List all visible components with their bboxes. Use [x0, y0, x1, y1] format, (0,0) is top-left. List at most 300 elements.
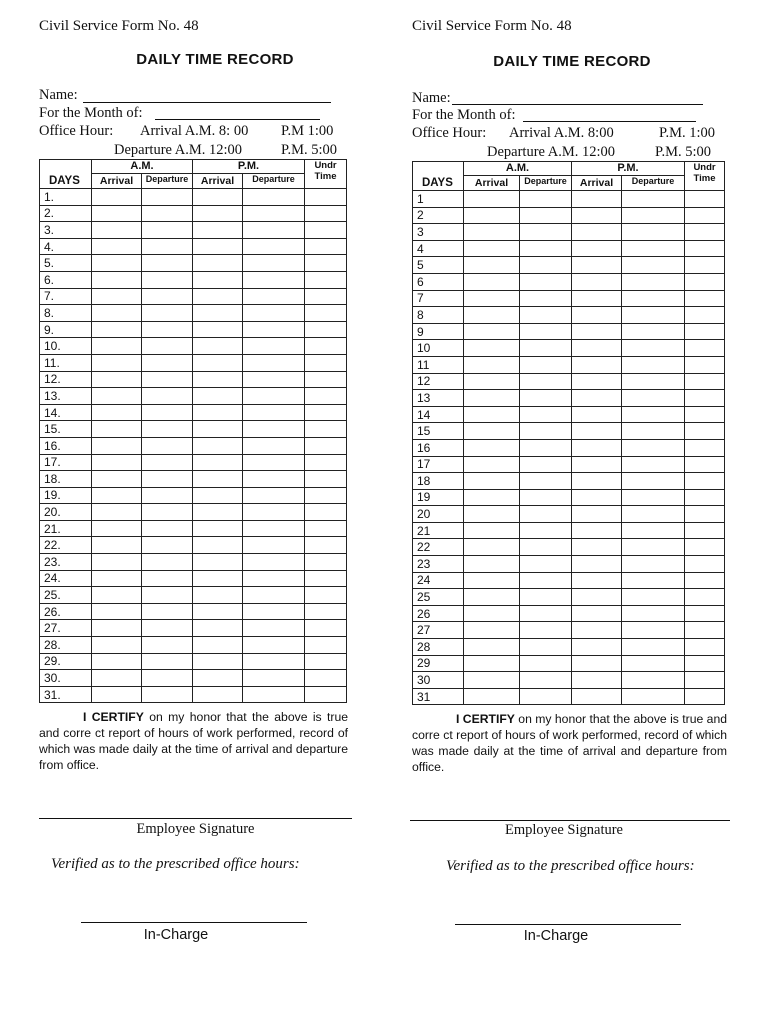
am-departure-cell[interactable]: [142, 637, 193, 654]
pm-departure-cell[interactable]: [243, 554, 305, 571]
am-departure-cell[interactable]: [142, 189, 193, 206]
pm-arrival-cell[interactable]: [572, 340, 622, 357]
pm-departure-cell[interactable]: [243, 222, 305, 239]
am-arrival-cell[interactable]: [92, 437, 142, 454]
am-arrival-cell[interactable]: [92, 238, 142, 255]
undertime-cell[interactable]: [685, 257, 725, 274]
am-arrival-cell[interactable]: [92, 255, 142, 272]
pm-departure-cell[interactable]: [243, 205, 305, 222]
pm-departure-cell[interactable]: [622, 589, 685, 606]
pm-arrival-cell[interactable]: [193, 570, 243, 587]
undertime-cell[interactable]: [305, 421, 347, 438]
am-departure-cell[interactable]: [520, 655, 572, 672]
pm-arrival-cell[interactable]: [193, 222, 243, 239]
undertime-cell[interactable]: [685, 207, 725, 224]
pm-departure-cell[interactable]: [622, 240, 685, 257]
undertime-cell[interactable]: [305, 404, 347, 421]
am-arrival-cell[interactable]: [92, 404, 142, 421]
am-arrival-cell[interactable]: [92, 288, 142, 305]
undertime-cell[interactable]: [305, 189, 347, 206]
undertime-cell[interactable]: [305, 454, 347, 471]
am-departure-cell[interactable]: [142, 321, 193, 338]
pm-arrival-cell[interactable]: [193, 504, 243, 521]
am-departure-cell[interactable]: [142, 222, 193, 239]
am-departure-cell[interactable]: [520, 605, 572, 622]
undertime-cell[interactable]: [305, 537, 347, 554]
undertime-cell[interactable]: [685, 522, 725, 539]
am-arrival-cell[interactable]: [464, 489, 520, 506]
undertime-cell[interactable]: [305, 388, 347, 405]
am-arrival-cell[interactable]: [92, 504, 142, 521]
am-departure-cell[interactable]: [520, 589, 572, 606]
in-charge-signature-line[interactable]: [81, 922, 307, 923]
pm-departure-cell[interactable]: [243, 437, 305, 454]
pm-departure-cell[interactable]: [622, 473, 685, 490]
pm-arrival-cell[interactable]: [572, 672, 622, 689]
pm-arrival-cell[interactable]: [572, 423, 622, 440]
pm-arrival-cell[interactable]: [193, 388, 243, 405]
am-arrival-cell[interactable]: [92, 554, 142, 571]
am-departure-cell[interactable]: [142, 670, 193, 687]
am-departure-cell[interactable]: [142, 487, 193, 504]
pm-departure-cell[interactable]: [622, 290, 685, 307]
undertime-cell[interactable]: [305, 354, 347, 371]
am-departure-cell[interactable]: [520, 224, 572, 241]
am-departure-cell[interactable]: [520, 406, 572, 423]
pm-departure-cell[interactable]: [622, 622, 685, 639]
pm-arrival-cell[interactable]: [572, 622, 622, 639]
am-departure-cell[interactable]: [520, 522, 572, 539]
am-departure-cell[interactable]: [142, 504, 193, 521]
undertime-cell[interactable]: [305, 321, 347, 338]
am-departure-cell[interactable]: [520, 639, 572, 656]
am-arrival-cell[interactable]: [92, 189, 142, 206]
pm-arrival-cell[interactable]: [572, 273, 622, 290]
am-departure-cell[interactable]: [142, 205, 193, 222]
pm-departure-cell[interactable]: [243, 603, 305, 620]
am-arrival-cell[interactable]: [464, 356, 520, 373]
pm-arrival-cell[interactable]: [193, 338, 243, 355]
am-arrival-cell[interactable]: [464, 273, 520, 290]
undertime-cell[interactable]: [685, 655, 725, 672]
pm-arrival-cell[interactable]: [572, 473, 622, 490]
am-arrival-cell[interactable]: [464, 556, 520, 573]
pm-arrival-cell[interactable]: [572, 191, 622, 208]
pm-arrival-cell[interactable]: [572, 323, 622, 340]
am-departure-cell[interactable]: [520, 207, 572, 224]
pm-arrival-cell[interactable]: [572, 539, 622, 556]
pm-departure-cell[interactable]: [243, 271, 305, 288]
am-arrival-cell[interactable]: [464, 688, 520, 705]
pm-departure-cell[interactable]: [243, 686, 305, 703]
am-departure-cell[interactable]: [142, 305, 193, 322]
am-departure-cell[interactable]: [520, 273, 572, 290]
pm-departure-cell[interactable]: [622, 655, 685, 672]
am-departure-cell[interactable]: [520, 473, 572, 490]
pm-departure-cell[interactable]: [622, 373, 685, 390]
undertime-cell[interactable]: [685, 240, 725, 257]
pm-departure-cell[interactable]: [622, 556, 685, 573]
am-arrival-cell[interactable]: [464, 257, 520, 274]
am-departure-cell[interactable]: [142, 520, 193, 537]
am-departure-cell[interactable]: [520, 240, 572, 257]
pm-departure-cell[interactable]: [622, 439, 685, 456]
am-arrival-cell[interactable]: [92, 637, 142, 654]
pm-arrival-cell[interactable]: [572, 556, 622, 573]
pm-arrival-cell[interactable]: [572, 356, 622, 373]
undertime-cell[interactable]: [685, 605, 725, 622]
undertime-cell[interactable]: [685, 390, 725, 407]
pm-departure-cell[interactable]: [243, 620, 305, 637]
am-arrival-cell[interactable]: [464, 390, 520, 407]
pm-departure-cell[interactable]: [622, 340, 685, 357]
pm-departure-cell[interactable]: [622, 605, 685, 622]
pm-arrival-cell[interactable]: [193, 620, 243, 637]
am-arrival-cell[interactable]: [92, 421, 142, 438]
pm-departure-cell[interactable]: [243, 637, 305, 654]
pm-departure-cell[interactable]: [622, 323, 685, 340]
am-arrival-cell[interactable]: [464, 224, 520, 241]
pm-departure-cell[interactable]: [243, 504, 305, 521]
am-departure-cell[interactable]: [520, 340, 572, 357]
pm-departure-cell[interactable]: [243, 338, 305, 355]
am-departure-cell[interactable]: [520, 323, 572, 340]
pm-departure-cell[interactable]: [243, 288, 305, 305]
am-departure-cell[interactable]: [520, 672, 572, 689]
am-departure-cell[interactable]: [520, 373, 572, 390]
pm-arrival-cell[interactable]: [572, 406, 622, 423]
am-arrival-cell[interactable]: [464, 506, 520, 523]
am-arrival-cell[interactable]: [92, 487, 142, 504]
pm-arrival-cell[interactable]: [193, 554, 243, 571]
pm-arrival-cell[interactable]: [572, 456, 622, 473]
pm-arrival-cell[interactable]: [193, 637, 243, 654]
am-arrival-cell[interactable]: [464, 191, 520, 208]
undertime-cell[interactable]: [685, 340, 725, 357]
pm-departure-cell[interactable]: [622, 423, 685, 440]
pm-arrival-cell[interactable]: [572, 373, 622, 390]
pm-arrival-cell[interactable]: [572, 390, 622, 407]
pm-arrival-cell[interactable]: [193, 321, 243, 338]
employee-signature-line[interactable]: [410, 820, 730, 821]
pm-departure-cell[interactable]: [243, 653, 305, 670]
pm-arrival-cell[interactable]: [572, 439, 622, 456]
pm-departure-cell[interactable]: [622, 224, 685, 241]
undertime-cell[interactable]: [305, 222, 347, 239]
name-field-line[interactable]: [452, 104, 703, 105]
pm-arrival-cell[interactable]: [572, 224, 622, 241]
pm-departure-cell[interactable]: [622, 522, 685, 539]
pm-departure-cell[interactable]: [622, 639, 685, 656]
am-arrival-cell[interactable]: [92, 454, 142, 471]
pm-arrival-cell[interactable]: [193, 404, 243, 421]
am-arrival-cell[interactable]: [464, 406, 520, 423]
undertime-cell[interactable]: [305, 238, 347, 255]
pm-arrival-cell[interactable]: [193, 537, 243, 554]
undertime-cell[interactable]: [685, 589, 725, 606]
am-departure-cell[interactable]: [142, 587, 193, 604]
am-arrival-cell[interactable]: [92, 471, 142, 488]
pm-arrival-cell[interactable]: [572, 290, 622, 307]
pm-arrival-cell[interactable]: [572, 639, 622, 656]
month-field-line[interactable]: [523, 121, 696, 122]
pm-departure-cell[interactable]: [243, 404, 305, 421]
am-departure-cell[interactable]: [142, 404, 193, 421]
pm-arrival-cell[interactable]: [572, 506, 622, 523]
pm-departure-cell[interactable]: [243, 371, 305, 388]
am-departure-cell[interactable]: [142, 570, 193, 587]
undertime-cell[interactable]: [685, 473, 725, 490]
undertime-cell[interactable]: [685, 672, 725, 689]
am-arrival-cell[interactable]: [464, 290, 520, 307]
pm-departure-cell[interactable]: [243, 570, 305, 587]
undertime-cell[interactable]: [305, 371, 347, 388]
am-departure-cell[interactable]: [520, 257, 572, 274]
am-arrival-cell[interactable]: [92, 338, 142, 355]
pm-arrival-cell[interactable]: [572, 572, 622, 589]
am-arrival-cell[interactable]: [92, 321, 142, 338]
employee-signature-line[interactable]: [39, 818, 352, 819]
pm-departure-cell[interactable]: [622, 672, 685, 689]
am-departure-cell[interactable]: [142, 686, 193, 703]
pm-arrival-cell[interactable]: [193, 603, 243, 620]
am-arrival-cell[interactable]: [92, 537, 142, 554]
undertime-cell[interactable]: [305, 255, 347, 272]
am-arrival-cell[interactable]: [92, 603, 142, 620]
pm-departure-cell[interactable]: [622, 273, 685, 290]
am-departure-cell[interactable]: [520, 307, 572, 324]
am-departure-cell[interactable]: [520, 688, 572, 705]
am-arrival-cell[interactable]: [464, 473, 520, 490]
pm-departure-cell[interactable]: [243, 454, 305, 471]
undertime-cell[interactable]: [685, 406, 725, 423]
am-arrival-cell[interactable]: [464, 572, 520, 589]
am-departure-cell[interactable]: [520, 539, 572, 556]
pm-departure-cell[interactable]: [243, 388, 305, 405]
pm-departure-cell[interactable]: [243, 487, 305, 504]
am-arrival-cell[interactable]: [92, 371, 142, 388]
pm-departure-cell[interactable]: [622, 539, 685, 556]
am-departure-cell[interactable]: [142, 388, 193, 405]
am-departure-cell[interactable]: [142, 554, 193, 571]
pm-departure-cell[interactable]: [243, 421, 305, 438]
undertime-cell[interactable]: [305, 471, 347, 488]
pm-departure-cell[interactable]: [622, 506, 685, 523]
undertime-cell[interactable]: [305, 487, 347, 504]
pm-departure-cell[interactable]: [622, 489, 685, 506]
am-departure-cell[interactable]: [142, 288, 193, 305]
undertime-cell[interactable]: [685, 356, 725, 373]
pm-arrival-cell[interactable]: [572, 589, 622, 606]
am-departure-cell[interactable]: [520, 439, 572, 456]
pm-arrival-cell[interactable]: [193, 189, 243, 206]
pm-departure-cell[interactable]: [622, 207, 685, 224]
pm-arrival-cell[interactable]: [572, 307, 622, 324]
undertime-cell[interactable]: [685, 506, 725, 523]
undertime-cell[interactable]: [685, 556, 725, 573]
undertime-cell[interactable]: [685, 273, 725, 290]
am-arrival-cell[interactable]: [92, 686, 142, 703]
pm-arrival-cell[interactable]: [193, 587, 243, 604]
pm-departure-cell[interactable]: [243, 471, 305, 488]
am-arrival-cell[interactable]: [464, 589, 520, 606]
am-arrival-cell[interactable]: [92, 653, 142, 670]
pm-departure-cell[interactable]: [622, 406, 685, 423]
am-arrival-cell[interactable]: [92, 305, 142, 322]
undertime-cell[interactable]: [685, 307, 725, 324]
undertime-cell[interactable]: [305, 288, 347, 305]
pm-arrival-cell[interactable]: [572, 655, 622, 672]
pm-arrival-cell[interactable]: [193, 653, 243, 670]
pm-departure-cell[interactable]: [243, 670, 305, 687]
undertime-cell[interactable]: [685, 224, 725, 241]
am-departure-cell[interactable]: [142, 421, 193, 438]
am-departure-cell[interactable]: [142, 537, 193, 554]
undertime-cell[interactable]: [685, 373, 725, 390]
name-field-line[interactable]: [83, 102, 331, 103]
pm-arrival-cell[interactable]: [572, 605, 622, 622]
am-departure-cell[interactable]: [142, 454, 193, 471]
am-departure-cell[interactable]: [520, 456, 572, 473]
undertime-cell[interactable]: [305, 587, 347, 604]
undertime-cell[interactable]: [305, 620, 347, 637]
undertime-cell[interactable]: [685, 639, 725, 656]
am-arrival-cell[interactable]: [464, 373, 520, 390]
pm-arrival-cell[interactable]: [572, 489, 622, 506]
undertime-cell[interactable]: [685, 439, 725, 456]
am-arrival-cell[interactable]: [464, 639, 520, 656]
pm-departure-cell[interactable]: [243, 238, 305, 255]
pm-arrival-cell[interactable]: [193, 354, 243, 371]
pm-departure-cell[interactable]: [243, 305, 305, 322]
undertime-cell[interactable]: [685, 572, 725, 589]
pm-arrival-cell[interactable]: [193, 437, 243, 454]
am-departure-cell[interactable]: [520, 556, 572, 573]
pm-arrival-cell[interactable]: [572, 240, 622, 257]
pm-arrival-cell[interactable]: [193, 471, 243, 488]
pm-arrival-cell[interactable]: [193, 487, 243, 504]
am-arrival-cell[interactable]: [92, 670, 142, 687]
am-departure-cell[interactable]: [142, 471, 193, 488]
pm-departure-cell[interactable]: [243, 520, 305, 537]
am-arrival-cell[interactable]: [92, 570, 142, 587]
undertime-cell[interactable]: [685, 688, 725, 705]
pm-departure-cell[interactable]: [622, 390, 685, 407]
am-arrival-cell[interactable]: [92, 520, 142, 537]
am-departure-cell[interactable]: [142, 603, 193, 620]
am-departure-cell[interactable]: [142, 238, 193, 255]
undertime-cell[interactable]: [305, 686, 347, 703]
am-arrival-cell[interactable]: [92, 388, 142, 405]
am-arrival-cell[interactable]: [92, 271, 142, 288]
undertime-cell[interactable]: [685, 622, 725, 639]
am-arrival-cell[interactable]: [92, 620, 142, 637]
am-arrival-cell[interactable]: [464, 655, 520, 672]
pm-arrival-cell[interactable]: [193, 238, 243, 255]
am-arrival-cell[interactable]: [464, 672, 520, 689]
pm-arrival-cell[interactable]: [193, 288, 243, 305]
pm-departure-cell[interactable]: [622, 191, 685, 208]
pm-departure-cell[interactable]: [243, 537, 305, 554]
undertime-cell[interactable]: [305, 205, 347, 222]
undertime-cell[interactable]: [305, 305, 347, 322]
am-departure-cell[interactable]: [142, 620, 193, 637]
pm-arrival-cell[interactable]: [193, 670, 243, 687]
am-arrival-cell[interactable]: [464, 423, 520, 440]
undertime-cell[interactable]: [305, 603, 347, 620]
undertime-cell[interactable]: [685, 456, 725, 473]
pm-arrival-cell[interactable]: [193, 205, 243, 222]
am-arrival-cell[interactable]: [92, 587, 142, 604]
in-charge-signature-line[interactable]: [455, 924, 681, 925]
undertime-cell[interactable]: [685, 191, 725, 208]
pm-departure-cell[interactable]: [622, 307, 685, 324]
pm-arrival-cell[interactable]: [572, 207, 622, 224]
undertime-cell[interactable]: [685, 489, 725, 506]
undertime-cell[interactable]: [685, 423, 725, 440]
pm-arrival-cell[interactable]: [193, 371, 243, 388]
pm-departure-cell[interactable]: [243, 255, 305, 272]
pm-departure-cell[interactable]: [622, 456, 685, 473]
am-departure-cell[interactable]: [142, 437, 193, 454]
pm-arrival-cell[interactable]: [572, 522, 622, 539]
am-departure-cell[interactable]: [520, 572, 572, 589]
am-arrival-cell[interactable]: [92, 205, 142, 222]
am-departure-cell[interactable]: [520, 622, 572, 639]
undertime-cell[interactable]: [685, 290, 725, 307]
am-arrival-cell[interactable]: [464, 307, 520, 324]
pm-arrival-cell[interactable]: [193, 686, 243, 703]
undertime-cell[interactable]: [305, 637, 347, 654]
undertime-cell[interactable]: [305, 570, 347, 587]
undertime-cell[interactable]: [685, 539, 725, 556]
undertime-cell[interactable]: [305, 271, 347, 288]
am-arrival-cell[interactable]: [464, 323, 520, 340]
am-arrival-cell[interactable]: [464, 207, 520, 224]
undertime-cell[interactable]: [305, 653, 347, 670]
am-arrival-cell[interactable]: [464, 240, 520, 257]
pm-arrival-cell[interactable]: [572, 688, 622, 705]
undertime-cell[interactable]: [305, 670, 347, 687]
am-departure-cell[interactable]: [520, 390, 572, 407]
am-departure-cell[interactable]: [142, 338, 193, 355]
am-arrival-cell[interactable]: [464, 456, 520, 473]
am-arrival-cell[interactable]: [464, 622, 520, 639]
am-arrival-cell[interactable]: [464, 605, 520, 622]
undertime-cell[interactable]: [685, 323, 725, 340]
pm-departure-cell[interactable]: [243, 321, 305, 338]
am-arrival-cell[interactable]: [464, 539, 520, 556]
undertime-cell[interactable]: [305, 437, 347, 454]
am-departure-cell[interactable]: [520, 191, 572, 208]
am-arrival-cell[interactable]: [92, 222, 142, 239]
pm-arrival-cell[interactable]: [193, 305, 243, 322]
am-arrival-cell[interactable]: [464, 439, 520, 456]
am-departure-cell[interactable]: [520, 290, 572, 307]
am-arrival-cell[interactable]: [464, 340, 520, 357]
pm-arrival-cell[interactable]: [572, 257, 622, 274]
pm-arrival-cell[interactable]: [193, 255, 243, 272]
pm-arrival-cell[interactable]: [193, 520, 243, 537]
am-departure-cell[interactable]: [142, 271, 193, 288]
am-departure-cell[interactable]: [520, 506, 572, 523]
undertime-cell[interactable]: [305, 520, 347, 537]
am-arrival-cell[interactable]: [92, 354, 142, 371]
am-departure-cell[interactable]: [142, 354, 193, 371]
undertime-cell[interactable]: [305, 554, 347, 571]
pm-arrival-cell[interactable]: [193, 454, 243, 471]
am-departure-cell[interactable]: [142, 653, 193, 670]
